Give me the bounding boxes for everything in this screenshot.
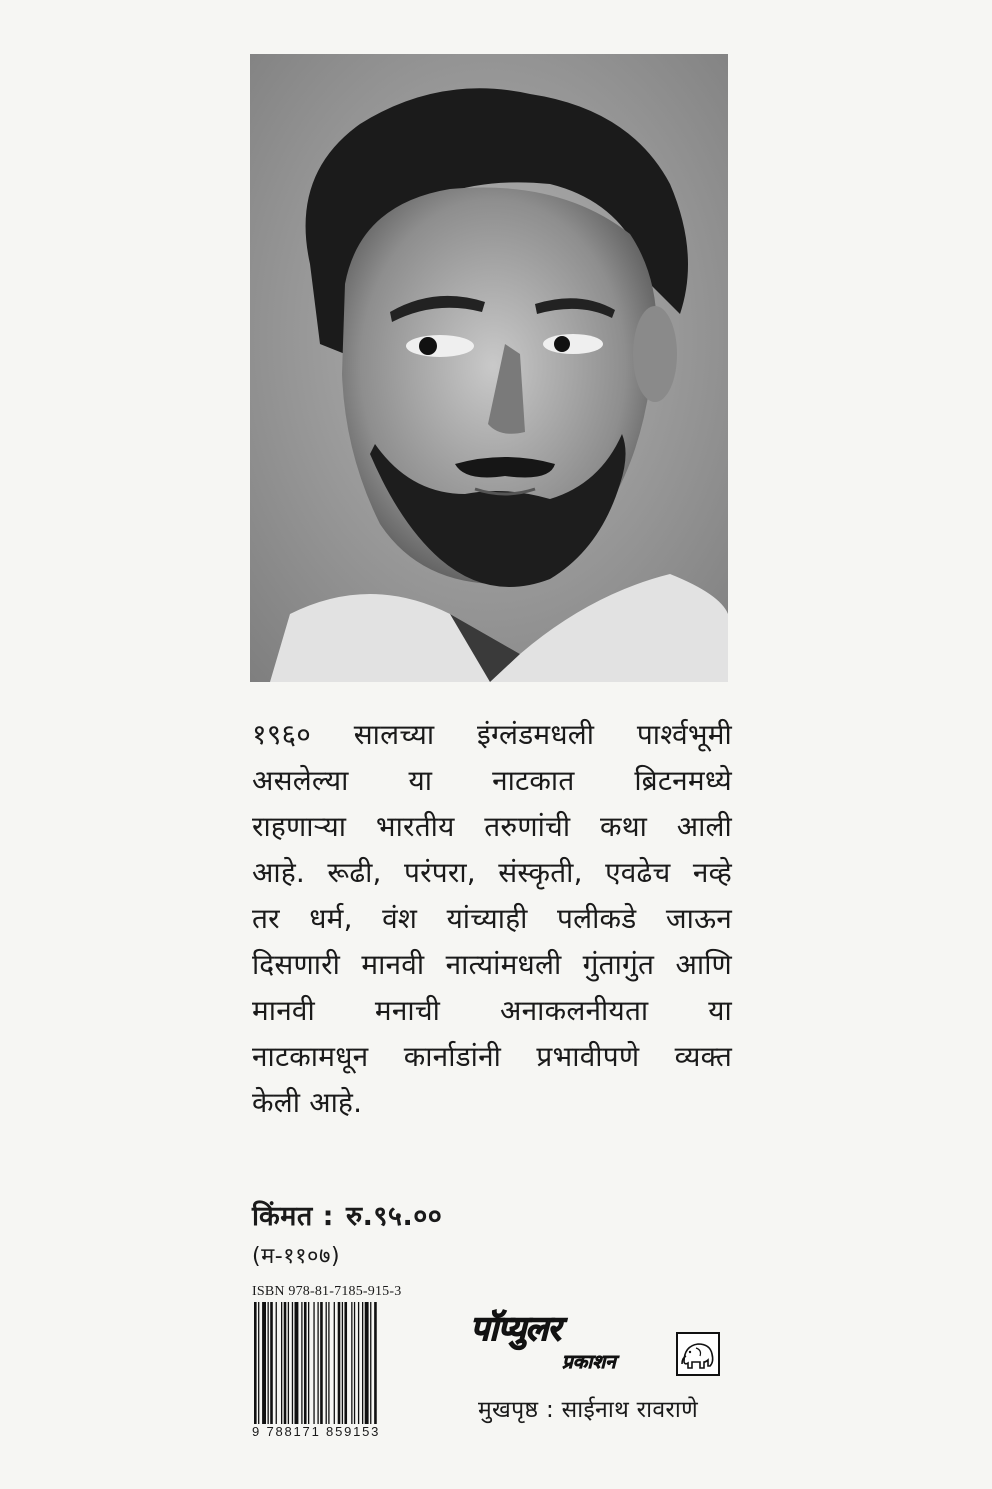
barcode-bar: [304, 1302, 307, 1424]
barcode-bar: [288, 1302, 289, 1424]
barcode-bar: [326, 1302, 327, 1424]
barcode-bar: [334, 1302, 335, 1424]
publisher-logo: [470, 1304, 730, 1384]
publisher-name: पॉप्युलर: [470, 1309, 561, 1349]
price-value: रु.९५.००: [345, 1201, 443, 1232]
description-line: १९६० सालच्या इंग्लंडमधली पार्श्वभूमी: [252, 718, 732, 751]
description-line: दिसणारी मानवी नात्यांमधली गुंतागुंत आणि: [252, 948, 732, 981]
description-line: नाटकामधून कार्नाडांनी प्रभावीपणे व्यक्त: [252, 1040, 732, 1073]
barcode-bar: [308, 1302, 309, 1424]
barcode-bar: [338, 1302, 341, 1424]
barcode-bar: [344, 1302, 347, 1424]
elephant-logo-icon: [676, 1332, 720, 1376]
barcode-bar: [370, 1302, 371, 1424]
barcode-bar: [295, 1302, 299, 1424]
barcode-bar: [292, 1302, 293, 1424]
barcode-bar: [301, 1302, 302, 1424]
barcode-bar: [320, 1302, 323, 1424]
barcode-bar: [268, 1302, 269, 1424]
barcode-bar: [281, 1302, 282, 1424]
barcode-bar: [270, 1302, 273, 1424]
catalog-code: (म-११०७): [252, 1244, 341, 1269]
barcode-bar: [313, 1302, 314, 1424]
author-portrait: [250, 54, 728, 682]
description-line: आहे. रूढी, परंपरा, संस्कृती, एवढेच नव्हे: [252, 856, 732, 889]
barcode-bar: [328, 1302, 329, 1424]
book-description: [252, 712, 732, 1126]
barcode-bar: [262, 1302, 266, 1424]
description-line: केली आहे.: [252, 1086, 363, 1119]
barcode-bar: [342, 1302, 343, 1424]
barcode-bar: [254, 1302, 257, 1424]
isbn-number: ISBN 978-81-7185-915-3: [252, 1284, 402, 1299]
description-line: राहणाऱ्या भारतीय तरुणांची कथा आली: [252, 810, 732, 843]
barcode-bar: [374, 1302, 377, 1424]
barcode-digits: 9 788171 859153: [252, 1424, 381, 1439]
barcode-bar: [258, 1302, 259, 1424]
barcode-bar: [284, 1302, 287, 1424]
publisher-subtitle: प्रकाशन: [562, 1351, 616, 1373]
description-line: मानवी मनाची अनाकलनीयता या: [252, 994, 732, 1027]
barcode-bar: [362, 1302, 363, 1424]
barcode-icon: [252, 1302, 420, 1426]
barcode-bar: [354, 1302, 355, 1424]
barcode-bar: [317, 1302, 318, 1424]
barcode-bar: [276, 1302, 277, 1424]
description-line: तर धर्म, वंश यांच्याही पलीकडे जाऊन: [252, 902, 732, 935]
price-label: किंमत :: [252, 1201, 334, 1232]
description-line: असलेल्या या नाटकात ब्रिटनमध्ये: [252, 764, 732, 797]
barcode-bar: [351, 1302, 352, 1424]
author-portrait-photo: [250, 54, 728, 682]
barcode-bar: [365, 1302, 369, 1424]
price: [252, 1196, 442, 1233]
cover-design-credit: मुखपृष्ठ : साईनाथ रावराणे: [478, 1397, 699, 1423]
barcode-bar: [358, 1302, 359, 1424]
